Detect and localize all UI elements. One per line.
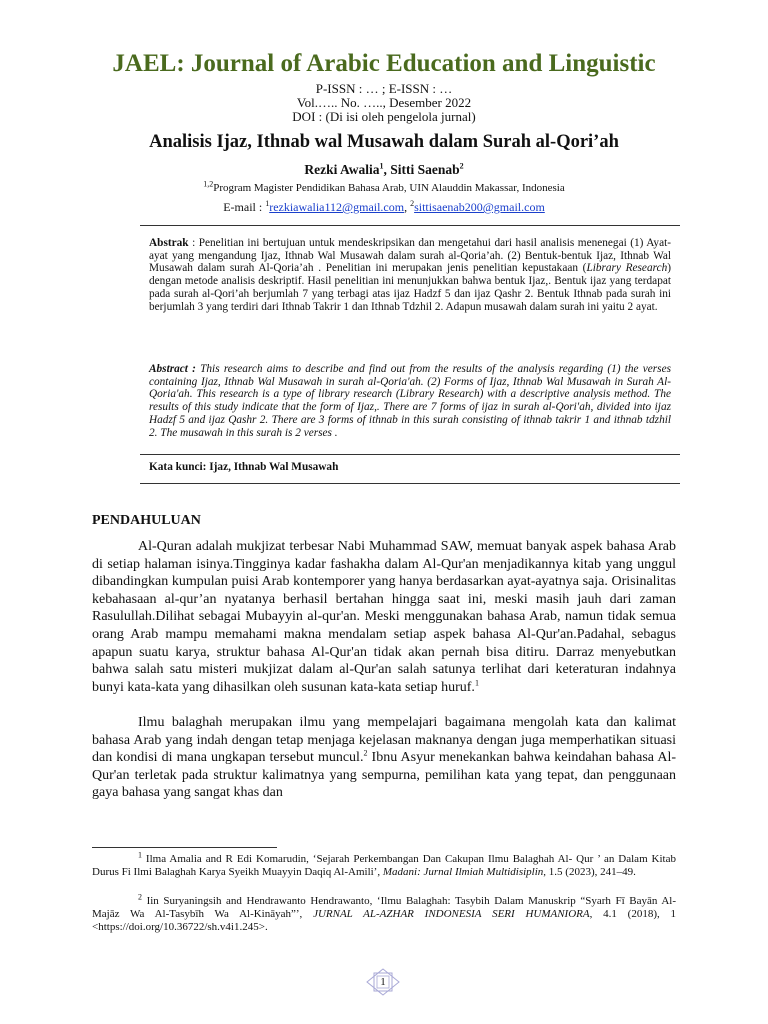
keywords: Kata kunci: Ijaz, Ithnab Wal Musawah — [149, 461, 339, 473]
footnote-1-tail: , 1.5 (2023), 241–49. — [543, 866, 636, 878]
paragraph-2-text-a: Ilmu balaghah merupakan ilmu yang mempelajari bagaimana mengolah kata dan kalimat bahasa Arab yang indah dengan tetap menjaga kejelasan maknanya dengan juga memperhatikan situasi dan kondisi di mana ungkapan tersebut muncul. — [92, 715, 676, 766]
paragraph-1-text: Al-Quran adalah mukjizat terbesar Nabi Muhammad SAW, memuat banyak aspek bahasa Arab di setiap halaman isinya.Tingginya kadar fashakha dalam Al-Qur'an menjadikannya kitab yang unggul dibandingkan kumpulan puisi Arab kontemporer yang hanya berdasarkan ayat-ayatnya saja. Orisinalitas kebahasaan al-qur’an nyatanya berhasil bertahan hingga saat ini, meski masih jauh dari zaman Rasulullah.Dilihat sebagai Mubayyin al-qur'an. Meski menggunakan bahasa Arab, namun tidak semua orang Arab mampu memahami makna mendalam setiap aspek bahasa Al-Qur'an.Padahal, sebagus apapun suatu karya, struktur bahasa Al-Qur'an tidak akan pernah bisa ditiru. Darraz menyebutkan bahwa salah satu misteri mukjizat dalam al-Qur'an salah satunya terlihat dari keteraturan indahnya bunyi kata-kata yang dihasilkan oleh susunan kata-kata setiap huruf. — [92, 539, 676, 695]
page-number: 1 — [380, 976, 386, 988]
footnote-1-journal: Madani: Jurnal Ilmiah Multidisiplin — [382, 866, 544, 878]
abstract-top-rule — [140, 225, 680, 226]
footnote-2 — [92, 892, 677, 934]
footnote-2-number: 2 — [138, 892, 142, 902]
email-line — [0, 200, 768, 215]
journal-title: JAEL: Journal of Arabic Education and Linguistic — [112, 50, 656, 77]
author-2: Sitti Saenab — [390, 162, 460, 177]
footnote-ref-1[interactable]: 1 — [474, 678, 479, 688]
authors — [0, 162, 768, 178]
footnote-rule — [92, 847, 277, 848]
footnote-ref-2[interactable]: 2 — [363, 748, 368, 758]
affiliation-sup: 1,2 — [203, 179, 214, 189]
email-separator: , — [404, 200, 411, 214]
issn-line: P-ISSN : … ; E-ISSN : … — [315, 81, 453, 96]
email-1-sup: 1 — [265, 199, 270, 208]
doi-line: DOI : (Di isi oleh pengelola jurnal) — [292, 109, 476, 124]
footnote-1 — [92, 850, 676, 879]
author-1-sup: 1 — [379, 161, 384, 171]
abstract-en-label: Abstract : — [149, 363, 196, 375]
email-1-link[interactable]: rezkiawalia112@gmail.com — [269, 200, 405, 214]
author-2-sup: 2 — [459, 161, 464, 171]
abstract-text-1: : Penelitian ini bertujuan untuk mendeskripsikan dan mengetahui dari hasil analisis menenegai (1) Ayat-ayat yang mengandung Ijaz, Ithnab Wal Musawah dalam surah al-Qoria’ah. (2) Bentuk-bentuk Ijaz, Ithnab Wal Musawah dalam surah Al-Qoria’ah . Penelitian ini merupakan jenis penelitian kepustakaan ( — [149, 237, 671, 275]
article-title: Analisis Ijaz, Ithnab wal Musawah dalam Surah al-Qori’ah — [149, 132, 619, 152]
author-1: Rezki Awalia — [304, 162, 380, 177]
footnote-1-text: Ilma Amalia and R Edi Komarudin, ‘Sejarah Perkembangan Dan Cakupan Ilmu Balaghah Al- Qur ’ an Dalam Kitab Durus Fi Ilmi Balaghah Karya Syeikh Muayyin Daqiq Al-Amili’, — [92, 853, 676, 878]
footnote-2-tail: , 4.1 (2018), 1 <https://doi.org/10.36722/sh.v4i1.245>. — [92, 908, 677, 933]
keywords-bottom-rule — [140, 483, 680, 484]
email-2-link[interactable]: sittisaenab200@gmail.com — [414, 200, 545, 214]
footnote-1-number: 1 — [138, 850, 142, 860]
abstract-label: Abstrak — [149, 237, 189, 249]
abstract-en-text: This research aims to describe and find out from the results of the analysis regarding (1) the verses containing Ijaz, Ithnab Wal Musawah in surah al-Qoria'ah. (2) Forms of Ijaz, Ithnab Wal Musawah in Surah Al-Qoria'ah. This research is a type of library research (Library Research) with a descriptive analysis method. The results of this study indicate that the form of Ijaz,. There are 7 forms of ijaz in surah al-Qori'ah, divided into ijaz Hadzf 5 and ijaz Qashr 2. There are 3 forms of ithnab in this surah consisting of ithnab takrir 1 and ithnab tdzhil 2. The musawah in this surah is 2 verses . — [149, 363, 671, 439]
email-2-sup: 2 — [410, 199, 415, 208]
abstract-text-2: ) dengan metode analisis deskriptif. Hasil penelitian ini menunjukkan bahwa bentuk Ijaz,. Bentuk ijaz yang terdapat pada surah al-Qori’ah berjumlah 7 yang terbagi atas ijaz Hadzf 5 dan ijaz Qashr 2. Bentuk Ithnab pada surah ini berjumlah 3 yang terdiri dari Ithnab Takrir 1 dan Ithnab Tdzhil 2. Adapun musawah dalam surah ini yaitu 2 ayat. — [149, 262, 672, 313]
abstract-indonesian — [149, 237, 671, 313]
paragraph-2-text-b: Ibnu Asyur menekankan bahwa keindahan bahasa Al-Qur'an terletak pada struktur kalimatnya yang sempurna, pemilihan kata yang tepat, dan penggunaan gaya bahasa yang sangat khas dan — [92, 750, 677, 801]
footnote-2-journal: JURNAL AL-AZHAR INDONESIA SERI HUMANIORA — [313, 908, 590, 920]
keywords-top-rule — [140, 454, 680, 455]
email-label: E-mail : — [223, 200, 266, 214]
body-paragraph-2 — [92, 714, 676, 802]
section-heading: PENDAHULUAN — [92, 513, 201, 528]
author-separator: , — [383, 162, 391, 177]
abstract-english — [149, 363, 671, 439]
affiliation-text: Program Magister Pendidikan Bahasa Arab, UIN Alauddin Makassar, Indonesia — [213, 182, 565, 194]
affiliation — [0, 179, 768, 194]
volume-line: Vol.….. No. ….., Desember 2022 — [296, 95, 472, 110]
footnote-2-text: Iin Suryaningsih and Hendrawanto Hendrawanto, ‘Ilmu Balaghah: Tasybih Dalam Manuskrip “Syarh Fī Bayān Al-Majāz Wa Al-Tasybīh Wa Al-Kināyah”’, — [92, 895, 676, 920]
abstract-text-italic: Library Research — [586, 262, 668, 275]
body-paragraph-1 — [92, 538, 676, 696]
